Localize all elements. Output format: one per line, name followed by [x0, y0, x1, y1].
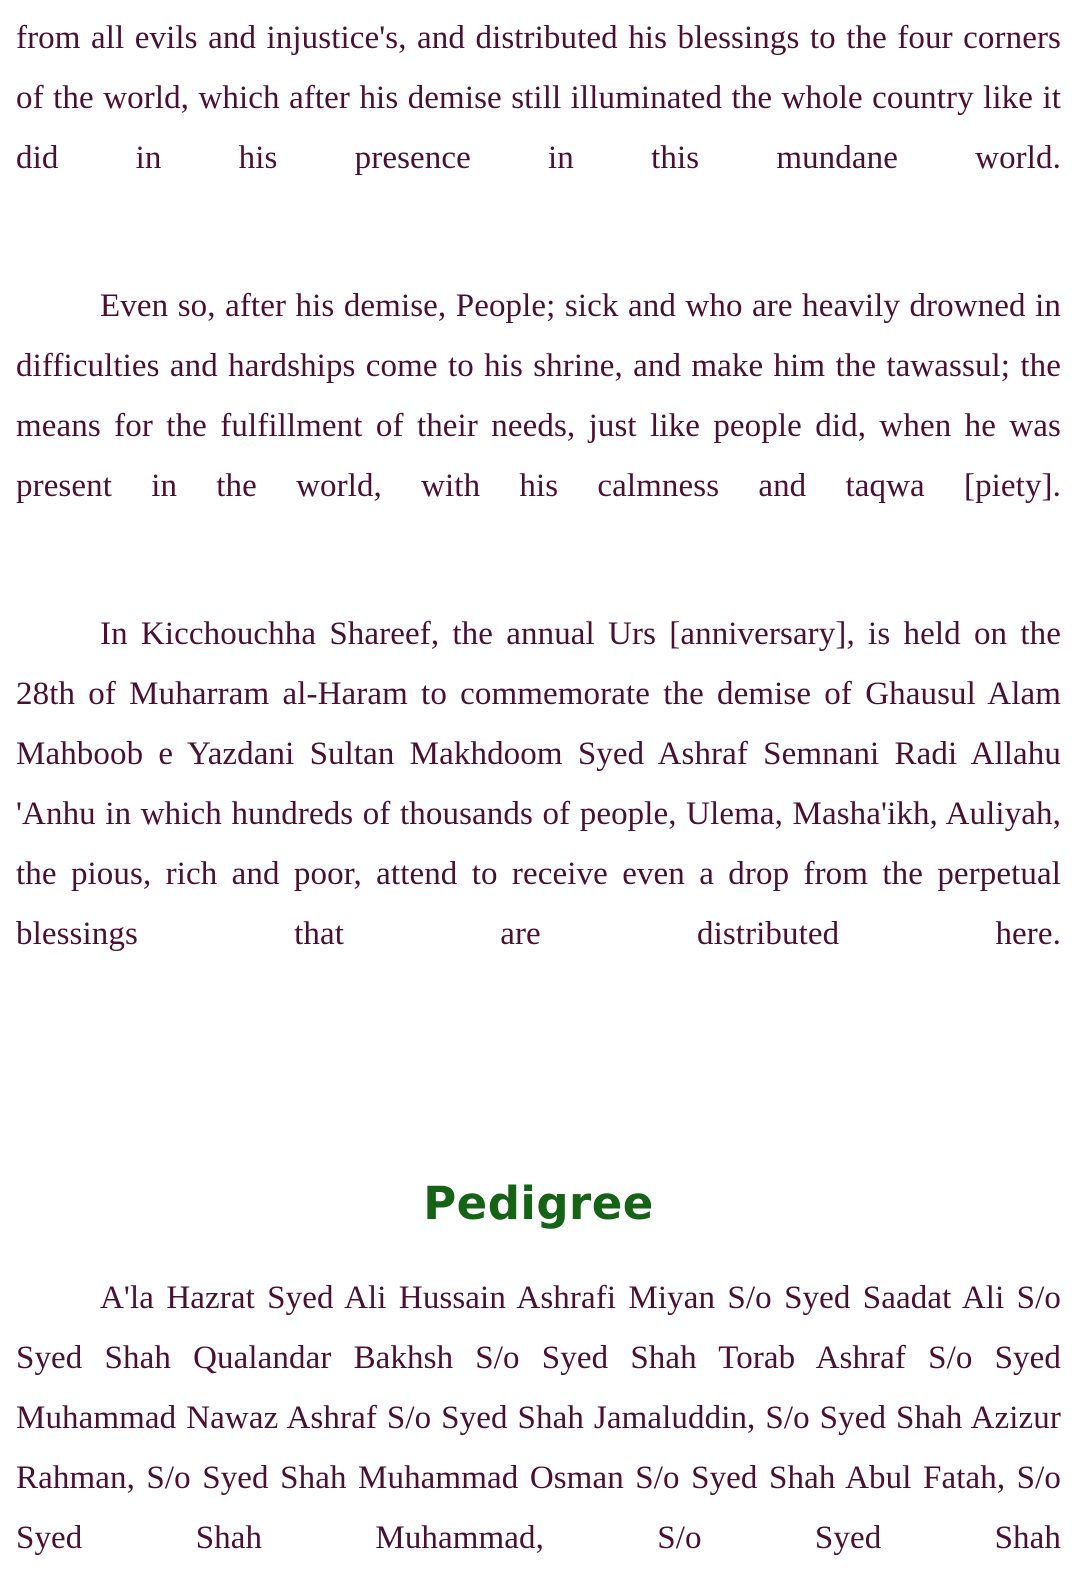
pedigree-lineage-paragraph: A'la Hazrat Syed Ali Hussain Ashrafi Miyan S/o Syed Saadat Ali S/o Syed Shah Qualandar Bakhsh S/o Syed Shah Torab Ashraf S/o Syed Muhammad Nawaz Ashraf S/o Syed Shah Jamaluddin, S/o Syed Shah Azizur Rahman, S/o Syed Shah Muhammad Osman S/o Syed Shah Abul Fatah, S/o Syed Shah Muhammad, S/o Syed Shah [16, 1280, 1061, 1556]
body-paragraph-kicchouchha: In Kicchouchha Shareef, the annual Urs [anniversary], is held on the 28th of Muharram al-Haram to commemorate the demise of Ghausul Alam Mahboob e Yazdani Sultan Makhdoom Syed Ashraf Semnani Radi Allahu 'Anhu in which hundreds of thousands of people, Ulema, Masha'ikh, Auliyah, the pious, rich and poor, attend to receive even a drop from the perpetual blessings that are distributed here. [16, 616, 1061, 952]
document-body [16, 0, 1061, 1024]
body-paragraph-even-so: Even so, after his demise, People; sick and who are heavily drowned in difficulties and hardships come to his shrine, and make him the tawassul; the means for the fulfillment of their needs, just like people did, when he was present in the world, with his calmness and taqwa [piety]. [16, 288, 1061, 504]
body-paragraph-continuation: from all evils and injustice's, and distributed his blessings to the four corners of the world, which after his demise still illuminated the whole country like it did in his presence in this mundane world. [16, 20, 1061, 176]
heading-spacer [16, 1234, 1061, 1268]
pedigree-section-heading: Pedigree [423, 1177, 654, 1230]
section-spacer [16, 1024, 1061, 1174]
